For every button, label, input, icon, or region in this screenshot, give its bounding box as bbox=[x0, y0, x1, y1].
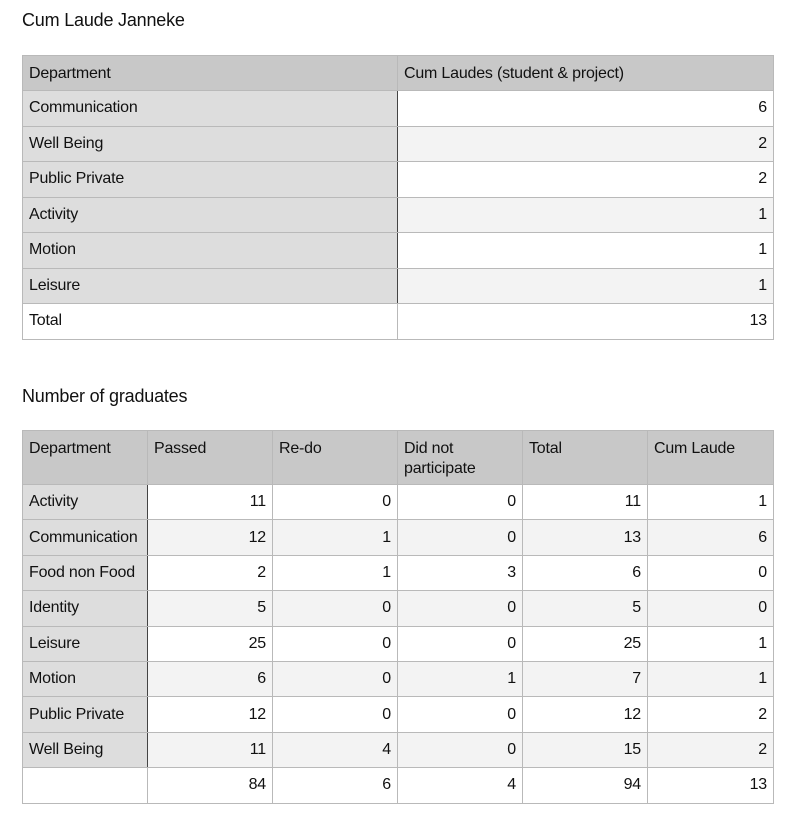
total-cell: 7 bbox=[523, 661, 648, 696]
total-value-cell: 13 bbox=[398, 304, 774, 340]
table-row bbox=[23, 233, 774, 269]
redo-cell: 0 bbox=[273, 626, 398, 661]
column-header-total: Total bbox=[523, 431, 648, 485]
did-not-participate-cell: 0 bbox=[398, 591, 523, 626]
passed-cell: 2 bbox=[148, 555, 273, 590]
cum-laude-table-title: Cum Laude Janneke bbox=[22, 10, 185, 30]
table-row bbox=[23, 591, 774, 626]
redo-cell: 4 bbox=[273, 732, 398, 767]
did-not-participate-cell: 0 bbox=[398, 485, 523, 520]
cum-laude-count-cell: 2 bbox=[398, 126, 774, 162]
redo-cell: 1 bbox=[273, 520, 398, 555]
table-row bbox=[23, 162, 774, 198]
department-cell: Activity bbox=[23, 485, 148, 520]
cum-laude-count-cell: 1 bbox=[398, 233, 774, 269]
passed-cell: 5 bbox=[148, 591, 273, 626]
redo-total-cell: 6 bbox=[273, 768, 398, 803]
department-cell: Leisure bbox=[23, 626, 148, 661]
cum-laude-cell: 2 bbox=[648, 697, 774, 732]
passed-cell: 6 bbox=[148, 661, 273, 696]
cum-laude-cell: 0 bbox=[648, 591, 774, 626]
passed-cell: 25 bbox=[148, 626, 273, 661]
table-row bbox=[23, 268, 774, 304]
table-row bbox=[23, 197, 774, 233]
total-cell: 11 bbox=[523, 485, 648, 520]
redo-cell: 0 bbox=[273, 697, 398, 732]
department-cell: Communication bbox=[23, 91, 398, 127]
cum-laude-cell: 1 bbox=[648, 626, 774, 661]
cum-laude-total-cell: 13 bbox=[648, 768, 774, 803]
column-header-cum-laudes: Cum Laudes (student & project) bbox=[398, 56, 774, 91]
redo-cell: 0 bbox=[273, 485, 398, 520]
did-not-participate-cell: 1 bbox=[398, 661, 523, 696]
passed-cell: 12 bbox=[148, 697, 273, 732]
cum-laude-cell: 6 bbox=[648, 520, 774, 555]
table-header-row bbox=[23, 431, 774, 485]
department-cell: Communication bbox=[23, 520, 148, 555]
department-cell: Food non Food bbox=[23, 555, 148, 590]
department-cell: Public Private bbox=[23, 697, 148, 732]
total-total-cell: 94 bbox=[523, 768, 648, 803]
did-not-participate-cell: 0 bbox=[398, 520, 523, 555]
department-cell: Public Private bbox=[23, 162, 398, 198]
did-not-participate-cell: 0 bbox=[398, 732, 523, 767]
department-cell: Motion bbox=[23, 233, 398, 269]
department-cell: Motion bbox=[23, 661, 148, 696]
column-header-department: Department bbox=[23, 56, 398, 91]
column-header-cum-laude: Cum Laude bbox=[648, 431, 774, 485]
table-row bbox=[23, 126, 774, 162]
department-cell: Activity bbox=[23, 197, 398, 233]
graduates-table bbox=[22, 430, 774, 804]
cum-laude-count-cell: 1 bbox=[398, 197, 774, 233]
total-cell: 6 bbox=[523, 555, 648, 590]
cum-laude-cell: 1 bbox=[648, 485, 774, 520]
cum-laude-cell: 1 bbox=[648, 661, 774, 696]
table-row bbox=[23, 626, 774, 661]
table-total-row bbox=[23, 304, 774, 340]
did-not-participate-cell: 3 bbox=[398, 555, 523, 590]
total-label-cell: Total bbox=[23, 304, 398, 340]
table-header-row bbox=[23, 56, 774, 91]
department-cell: Well Being bbox=[23, 126, 398, 162]
column-header-redo: Re-do bbox=[273, 431, 398, 485]
did-not-participate-total-cell: 4 bbox=[398, 768, 523, 803]
cum-laude-cell: 0 bbox=[648, 555, 774, 590]
column-header-did-not-participate: Did not participate bbox=[398, 431, 523, 485]
total-cell: 12 bbox=[523, 697, 648, 732]
total-cell: 5 bbox=[523, 591, 648, 626]
redo-cell: 1 bbox=[273, 555, 398, 590]
passed-cell: 12 bbox=[148, 520, 273, 555]
table-row bbox=[23, 91, 774, 127]
department-cell: Identity bbox=[23, 591, 148, 626]
passed-cell: 11 bbox=[148, 732, 273, 767]
total-cell: 15 bbox=[523, 732, 648, 767]
did-not-participate-cell: 0 bbox=[398, 626, 523, 661]
passed-cell: 11 bbox=[148, 485, 273, 520]
table-row bbox=[23, 697, 774, 732]
passed-total-cell: 84 bbox=[148, 768, 273, 803]
cum-laude-cell: 2 bbox=[648, 732, 774, 767]
redo-cell: 0 bbox=[273, 591, 398, 626]
table-row bbox=[23, 485, 774, 520]
table-total-row bbox=[23, 768, 774, 803]
did-not-participate-cell: 0 bbox=[398, 697, 523, 732]
cum-laude-table bbox=[22, 55, 774, 340]
total-cell: 13 bbox=[523, 520, 648, 555]
cum-laude-count-cell: 1 bbox=[398, 268, 774, 304]
table-row bbox=[23, 661, 774, 696]
table-row bbox=[23, 555, 774, 590]
cum-laude-count-cell: 2 bbox=[398, 162, 774, 198]
total-label-cell bbox=[23, 768, 148, 803]
graduates-table-title: Number of graduates bbox=[22, 386, 188, 406]
cum-laude-count-cell: 6 bbox=[398, 91, 774, 127]
redo-cell: 0 bbox=[273, 661, 398, 696]
department-cell: Leisure bbox=[23, 268, 398, 304]
table-row bbox=[23, 732, 774, 767]
department-cell: Well Being bbox=[23, 732, 148, 767]
column-header-department: Department bbox=[23, 431, 148, 485]
column-header-passed: Passed bbox=[148, 431, 273, 485]
total-cell: 25 bbox=[523, 626, 648, 661]
table-row bbox=[23, 520, 774, 555]
